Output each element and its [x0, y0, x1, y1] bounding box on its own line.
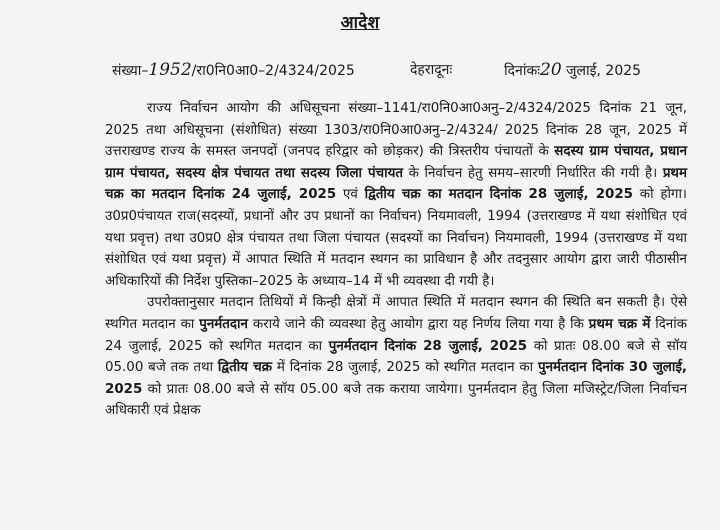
bold-text: प्रथम चक्र का मतदान दिनांक 24 जुलाई, 2025: [105, 165, 687, 203]
text-run: राज्य निर्वाचन आयोग की अधिसूचना संख्या–1141/रा0नि0आ0अनु–2/4324/2025 दिनांक 21 जून, 2025 तथा अधिसूचना (संशोधित) संख्या 1303/रा0नि0आ0अनु–2/4324/ 2025 दिनांक 28 जून, 2025 में उत्तराखण्ड राज्य के समस्त जनपदों (जनपद हरिद्वार को छोड़कर) की त्रिस्तरीय पंचायतों के: [105, 101, 687, 160]
reference-number: [112, 60, 355, 80]
handwritten-date: 20: [540, 60, 562, 80]
bold-text: प्रथम चक्र में: [588, 316, 651, 332]
bold-text: सदस्य ग्राम पंचायत, प्रधान ग्राम पंचायत, सदस्य क्षेत्र पंचायत तथा सदस्य जिला पंचायत: [105, 144, 687, 181]
bold-text: पुनर्मतदान दिनांक 30 जुलाई, 2025: [105, 360, 688, 397]
number-suffix: /रा0नि0आ0–2/4324/2025: [191, 63, 355, 79]
bold-text: पुनर्मतदान दिनांक 28 जुलाई, 2025: [328, 338, 528, 354]
number-label: संख्या–: [112, 63, 149, 79]
bold-text: पुनर्मतदान: [199, 316, 248, 332]
text-run: को प्रातः 08.00 बजे से सॉय 05.00 बजे तक कराया जायेगा। पुनर्मतदान हेतु जिला मजिस्ट्रेट/जिला निर्वाचन अधिकारी एवं प्रेक्षक: [105, 381, 687, 419]
text-run: कराये जाने की व्यवस्था हेतु आयोग द्वारा यह निर्णय लिया गया है कि: [247, 316, 589, 332]
text-run: उपरोक्तानुसार मतदान तिथियों में किन्ही क्षेत्रों में आपात स्थिति में मतदान स्थगन की स्थिति बन सकती है। ऐसे स्थगित मतदान का: [105, 295, 687, 332]
text-run: दिनांक 24 जुलाई, 2025 को स्थगित मतदान का: [105, 316, 687, 354]
text-run: के निर्वाचन हेतु समय–सारणी निर्धारित की गयी है।: [403, 165, 663, 181]
bold-text: द्वितीय चक्र: [217, 360, 272, 376]
date-suffix: जुलाई, 2025: [561, 63, 642, 79]
text-run: में दिनांक 28 जुलाई, 2025 को स्थगित मतदान का: [272, 360, 539, 376]
handwritten-number: 1952: [148, 60, 192, 80]
order-title: आदेश: [340, 13, 380, 33]
text-run: को होगा। उ0प्र0पंचायत राज(सदस्यों, प्रधानों और उप प्रधानों का निर्वाचन) नियमावली, 1994 (उत्तराखण्ड में यथा संशोधित एवं यथा प्रवृत्त) तथा उ0प्र0 क्षेत्र पंचायत तथा जिला पंचायत (सदस्यों का निर्वाचन) नियमावली, 1994 (उत्तराखण्ड में यथा संशोधित एवं यथा प्रवृत्त) में आपात स्थिति में मतदान स्थगन का प्राविधान है और तदनुसार आयोग द्वारा जारी पीठासीन अधिकारियों की निर्देश पुस्तिका–2025 के अध्याय–14 में भी व्यवस्था दी गयी है।: [105, 187, 687, 289]
text-run: को प्रातः 08.00 बजे से सॉय 05.00 बजे तक तथा: [105, 338, 687, 376]
bold-text: द्वितीय चक्र का मतदान दिनांक 28 जुलाई, 2025: [364, 187, 633, 203]
paragraph-2: [105, 292, 687, 422]
date-label: दिनांकः: [504, 63, 541, 79]
place-label: देहरादूनः: [410, 62, 453, 78]
order-body: [105, 98, 687, 422]
paragraph-1: [105, 98, 687, 292]
text-run: एवं: [336, 187, 365, 203]
order-date: [504, 60, 641, 80]
